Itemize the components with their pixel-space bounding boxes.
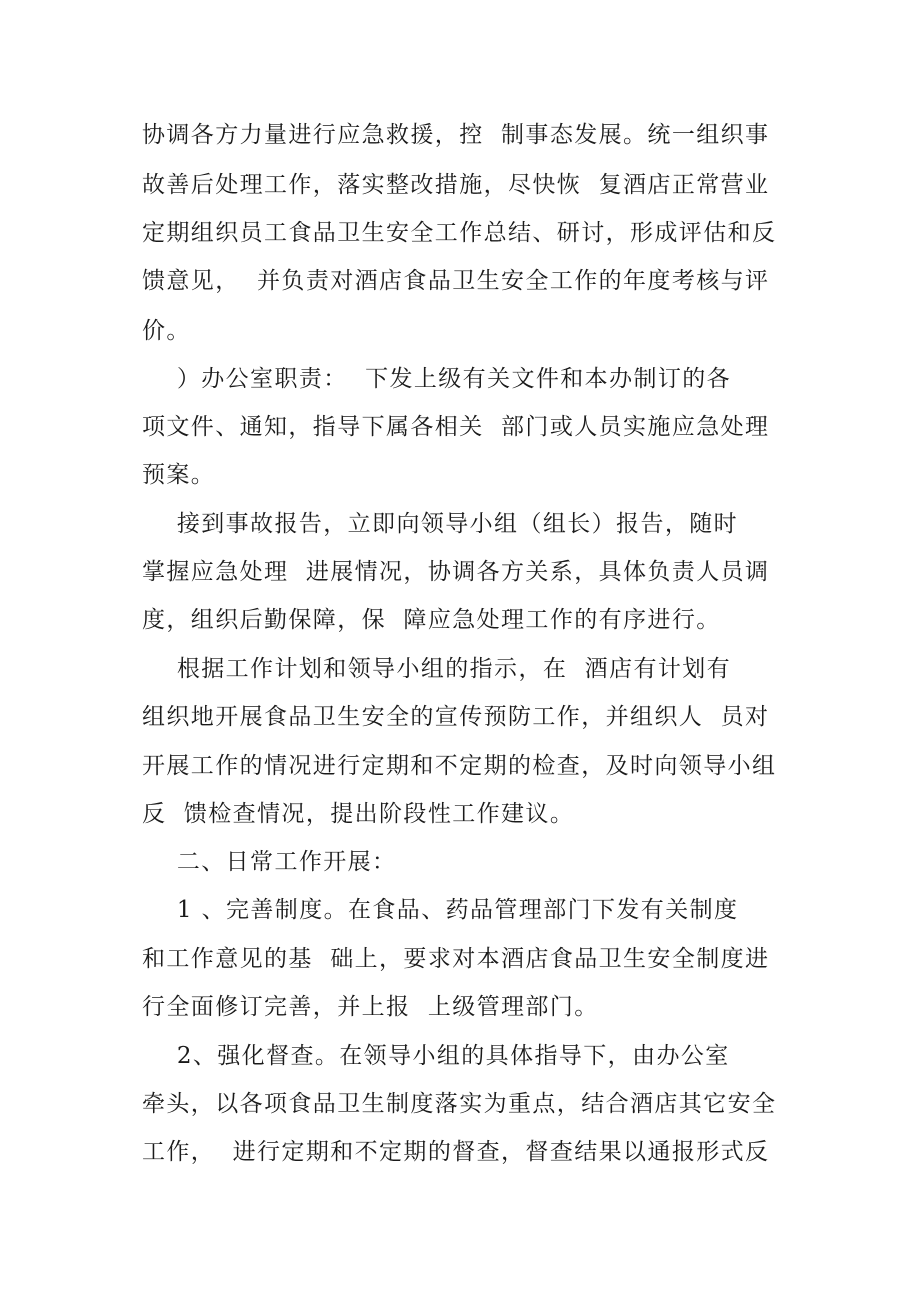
text-line: 价。	[142, 318, 191, 344]
text-line: 协调各方力量进行应急救援，控 制事态发展。统一组织事	[142, 122, 770, 148]
text-line: 组织地开展食品卫生安全的宣传预防工作，并组织人 员对	[142, 704, 770, 730]
text-line: 行全面修订完善，并上报 上级管理部门。	[142, 994, 599, 1020]
text-line: 2、强化督查。在领导小组的具体指导下，由办公室	[142, 1043, 730, 1069]
text-line: 馈意见， 并负责对酒店食品卫生安全工作的年度考核与评	[142, 268, 770, 294]
text-line: ）办公室职责： 下发上级有关文件和本办制订的各	[142, 366, 732, 392]
text-line: 牵头，以各项食品卫生制度落实为重点，结合酒店其它安全	[142, 1091, 777, 1117]
text-line: 预案。	[142, 462, 216, 488]
text-line: 定期组织员工食品卫生安全工作总结、研讨，形成评估和反	[142, 220, 777, 246]
text-line: 反 馈检查情况，提出阶段性工作建议。	[142, 801, 575, 827]
text-line: 开展工作的情况进行定期和不定期的检查，及时向领导小组	[142, 753, 777, 779]
text-line: 项文件、通知，指导下属各相关 部门或人员实施应急处理	[142, 414, 770, 440]
text-line: 故善后处理工作，落实整改措施，尽快恢 复酒店正常营业	[142, 172, 770, 198]
text-line: 接到事故报告，立即向领导小组（组长）报告，随时	[142, 511, 739, 537]
text-line: 和工作意见的基 础上，要求对本酒店食品卫生安全制度进	[142, 946, 770, 972]
text-line: 二、日常工作开展：	[142, 849, 397, 875]
text-line: 掌握应急处理 进展情况，协调各方关系，具体负责人员调	[142, 559, 770, 585]
text-line: 1 、完善制度。在食品、药品管理部门下发有关制度	[142, 897, 739, 923]
text-line: 度，组织后勤保障，保 障应急处理工作的有序进行。	[142, 607, 721, 633]
text-line: 根据工作计划和领导小组的指示，在 酒店有计划有	[142, 656, 732, 682]
text-line: 工作， 进行定期和不定期的督查，督查结果以通报形式反	[142, 1139, 770, 1165]
